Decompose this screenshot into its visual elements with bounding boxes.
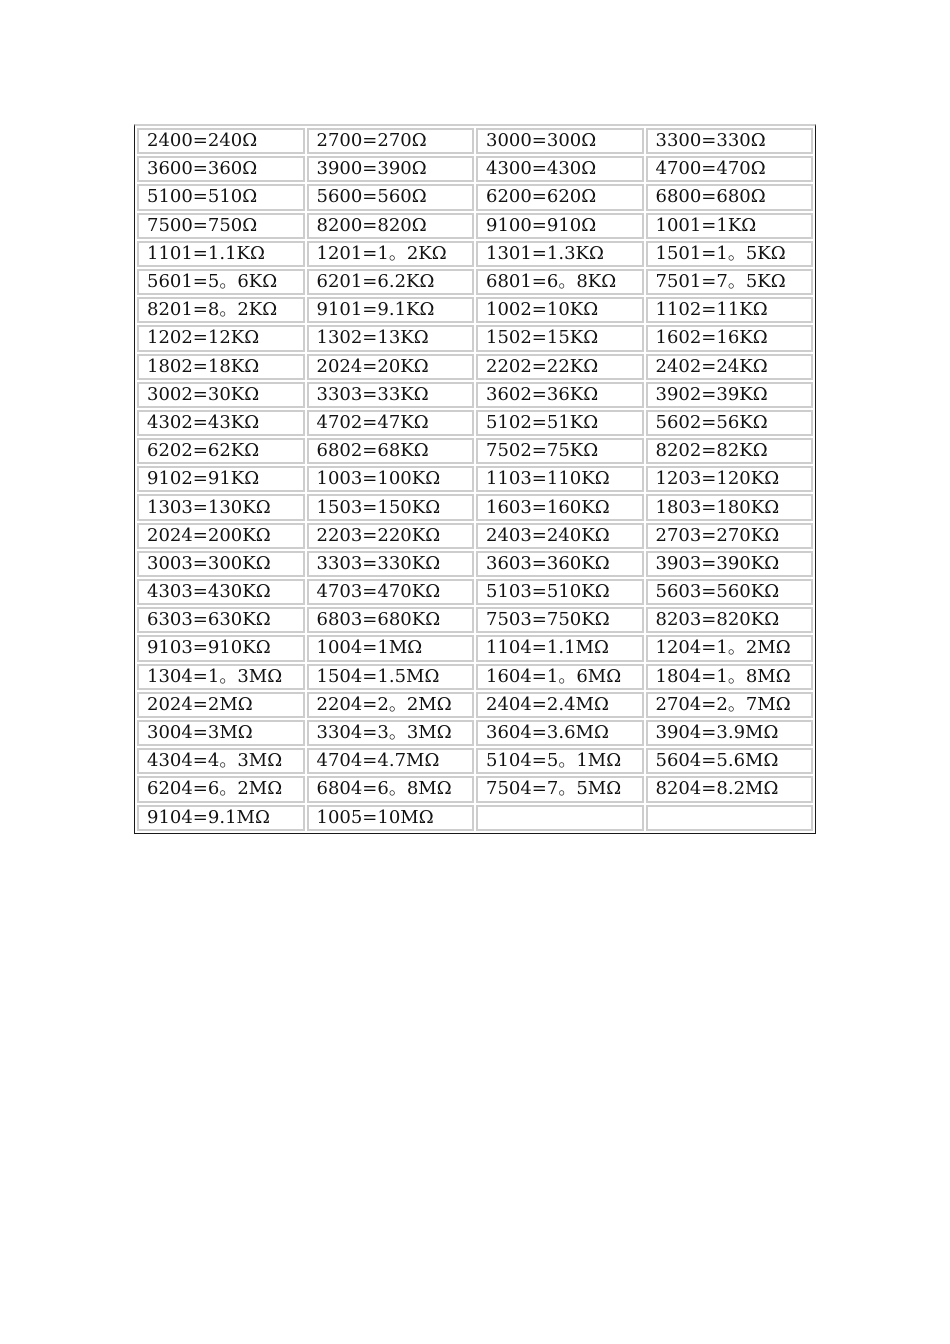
table-cell: 3900=390Ω: [307, 156, 475, 182]
table-cell: 6201=6.2KΩ: [307, 269, 475, 295]
table-cell: 2203=220KΩ: [307, 523, 475, 549]
table-cell: 3303=33KΩ: [307, 382, 475, 408]
table-cell: 2703=270KΩ: [646, 523, 814, 549]
table-cell: 4304=4。3MΩ: [137, 748, 305, 774]
table-cell: 8203=820KΩ: [646, 607, 814, 633]
table-cell: 4300=430Ω: [476, 156, 644, 182]
table-cell: 1002=10KΩ: [476, 297, 644, 323]
table-cell: 3002=30KΩ: [137, 382, 305, 408]
table-cell: 3004=3MΩ: [137, 720, 305, 746]
table-cell: 5103=510KΩ: [476, 579, 644, 605]
table-cell: 1604=1。6MΩ: [476, 664, 644, 690]
table-cell: 3003=300KΩ: [137, 551, 305, 577]
table-cell: 5601=5。6KΩ: [137, 269, 305, 295]
table-cell: 6801=6。8KΩ: [476, 269, 644, 295]
table-cell: 1804=1。8MΩ: [646, 664, 814, 690]
table-cell: 1104=1.1MΩ: [476, 635, 644, 661]
table-cell: 5600=560Ω: [307, 184, 475, 210]
table-cell: 1102=11KΩ: [646, 297, 814, 323]
table-cell: 9104=9.1MΩ: [137, 805, 305, 831]
table-cell: 6803=680KΩ: [307, 607, 475, 633]
table-cell: 6204=6。2MΩ: [137, 776, 305, 802]
table-cell: 9102=91KΩ: [137, 466, 305, 492]
table-cell: 6800=680Ω: [646, 184, 814, 210]
table-row: [137, 325, 813, 351]
table-row: [137, 664, 813, 690]
table-cell: [476, 805, 644, 831]
table-cell: 1504=1.5MΩ: [307, 664, 475, 690]
table-cell: 3603=360KΩ: [476, 551, 644, 577]
table-row: [137, 551, 813, 577]
table-row: [137, 184, 813, 210]
table-cell: 2700=270Ω: [307, 128, 475, 154]
table-body: [137, 128, 813, 831]
table-row: [137, 382, 813, 408]
table-cell: 1602=16KΩ: [646, 325, 814, 351]
table-cell: 6802=68KΩ: [307, 438, 475, 464]
table-cell: 1201=1。2KΩ: [307, 241, 475, 267]
resistor-code-table: [134, 124, 816, 834]
table-cell: 4302=43KΩ: [137, 410, 305, 436]
table-row: [137, 494, 813, 520]
table-cell: 1302=13KΩ: [307, 325, 475, 351]
table-cell: 1303=130KΩ: [137, 494, 305, 520]
table-row: [137, 438, 813, 464]
table-row: [137, 297, 813, 323]
table-row: [137, 466, 813, 492]
table-cell: 6202=62KΩ: [137, 438, 305, 464]
table-cell: 2403=240KΩ: [476, 523, 644, 549]
table-cell: 1502=15KΩ: [476, 325, 644, 351]
table-cell: 9101=9.1KΩ: [307, 297, 475, 323]
table-cell: 4703=470KΩ: [307, 579, 475, 605]
table-cell: 2024=200KΩ: [137, 523, 305, 549]
table-cell: 3300=330Ω: [646, 128, 814, 154]
table-cell: 1501=1。5KΩ: [646, 241, 814, 267]
table-cell: 3600=360Ω: [137, 156, 305, 182]
table-cell: 3602=36KΩ: [476, 382, 644, 408]
table-cell: 1005=10MΩ: [307, 805, 475, 831]
table-cell: 2204=2。2MΩ: [307, 692, 475, 718]
table-row: [137, 579, 813, 605]
table-cell: 3604=3.6MΩ: [476, 720, 644, 746]
table-cell: 9100=910Ω: [476, 213, 644, 239]
table-row: [137, 720, 813, 746]
table-row: [137, 128, 813, 154]
table-row: [137, 692, 813, 718]
table-cell: 6200=620Ω: [476, 184, 644, 210]
table-cell: 7504=7。5MΩ: [476, 776, 644, 802]
table-cell: 1203=120KΩ: [646, 466, 814, 492]
table-cell: 5602=56KΩ: [646, 410, 814, 436]
table-cell: 7501=7。5KΩ: [646, 269, 814, 295]
table-cell: 7500=750Ω: [137, 213, 305, 239]
table-cell: 4700=470Ω: [646, 156, 814, 182]
table-cell: 1204=1。2MΩ: [646, 635, 814, 661]
table-row: [137, 269, 813, 295]
table-cell: 2400=240Ω: [137, 128, 305, 154]
table-cell: 5100=510Ω: [137, 184, 305, 210]
table-row: [137, 354, 813, 380]
table-cell: 2404=2.4MΩ: [476, 692, 644, 718]
table-cell: 8204=8.2MΩ: [646, 776, 814, 802]
table-cell: 3304=3。3MΩ: [307, 720, 475, 746]
table-cell: 5604=5.6MΩ: [646, 748, 814, 774]
table-cell: 4303=430KΩ: [137, 579, 305, 605]
table-cell: 7502=75KΩ: [476, 438, 644, 464]
table-cell: 1103=110KΩ: [476, 466, 644, 492]
table-row: [137, 213, 813, 239]
table-cell: 1001=1KΩ: [646, 213, 814, 239]
table-cell: [646, 805, 814, 831]
table-row: [137, 748, 813, 774]
table-cell: 1802=18KΩ: [137, 354, 305, 380]
table-cell: 1304=1。3MΩ: [137, 664, 305, 690]
table-row: [137, 607, 813, 633]
table-row: [137, 410, 813, 436]
table-cell: 1301=1.3KΩ: [476, 241, 644, 267]
table-cell: 1603=160KΩ: [476, 494, 644, 520]
table-cell: 3903=390KΩ: [646, 551, 814, 577]
table-cell: 8201=8。2KΩ: [137, 297, 305, 323]
table-row: [137, 241, 813, 267]
table-cell: 1101=1.1KΩ: [137, 241, 305, 267]
table-cell: 3904=3.9MΩ: [646, 720, 814, 746]
table-cell: 1003=100KΩ: [307, 466, 475, 492]
table-row: [137, 776, 813, 802]
table-cell: 1503=150KΩ: [307, 494, 475, 520]
table-cell: 6804=6。8MΩ: [307, 776, 475, 802]
table-cell: 3902=39KΩ: [646, 382, 814, 408]
table-cell: 2024=2MΩ: [137, 692, 305, 718]
table-cell: 8202=82KΩ: [646, 438, 814, 464]
table-cell: 4702=47KΩ: [307, 410, 475, 436]
table-row: [137, 156, 813, 182]
table-cell: 9103=910KΩ: [137, 635, 305, 661]
table-cell: 5104=5。1MΩ: [476, 748, 644, 774]
table-cell: 1004=1MΩ: [307, 635, 475, 661]
table-cell: 1202=12KΩ: [137, 325, 305, 351]
table-cell: 5603=560KΩ: [646, 579, 814, 605]
table-cell: 3000=300Ω: [476, 128, 644, 154]
table-cell: 2704=2。7MΩ: [646, 692, 814, 718]
table-cell: 2024=20KΩ: [307, 354, 475, 380]
table-cell: 8200=820Ω: [307, 213, 475, 239]
table-row: [137, 523, 813, 549]
table-row: [137, 635, 813, 661]
table-cell: 4704=4.7MΩ: [307, 748, 475, 774]
table-row: [137, 805, 813, 831]
table-cell: 3303=330KΩ: [307, 551, 475, 577]
table-cell: 7503=750KΩ: [476, 607, 644, 633]
table-cell: 6303=630KΩ: [137, 607, 305, 633]
table-cell: 2402=24KΩ: [646, 354, 814, 380]
table-cell: 1803=180KΩ: [646, 494, 814, 520]
table-cell: 5102=51KΩ: [476, 410, 644, 436]
table-cell: 2202=22KΩ: [476, 354, 644, 380]
